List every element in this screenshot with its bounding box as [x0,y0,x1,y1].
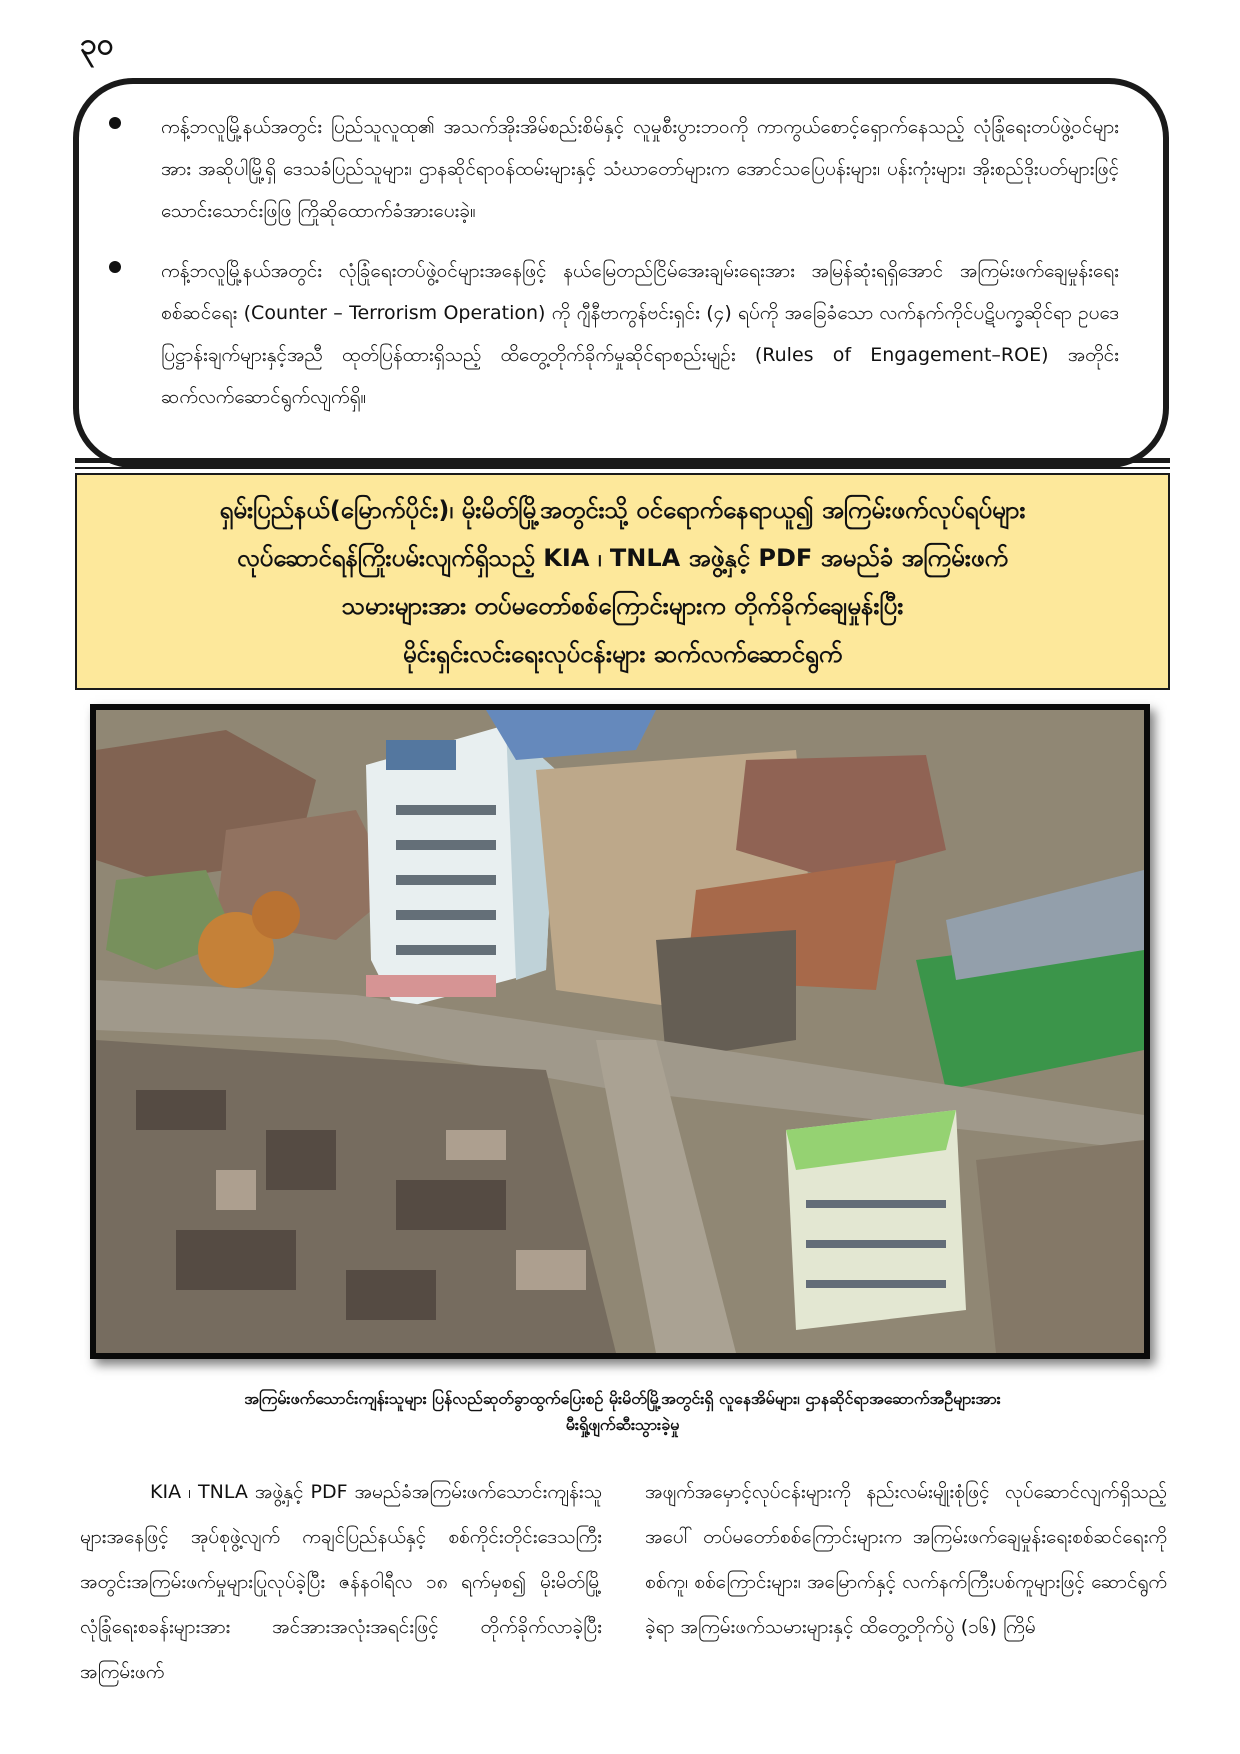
photo-caption-line: အကြမ်းဖက်သောင်းကျန်းသူများ ပြန်လည်ဆုတ်ခွာထွက်ပြေးစဉ် မိုးမိတ်မြို့အတွင်းရှိ လူနေအိမ်များ၊ ဌာနဆိုင်ရာအဆောက်အဦများအား [244,1389,1001,1408]
bullet-dot-icon [109,261,121,273]
headline-line: ရှမ်းပြည်နယ်(မြောက်ပိုင်း)၊ မိုးမိတ်မြို့အတွင်းသို့ ဝင်ရောက်နေရာယူ၍ အကြမ်းဖက်လုပ်ရပ်များ [219,495,1026,524]
bullet-item [109,250,1119,418]
body-column-right: အဖျက်အမှောင့်လုပ်ငန်းများကို နည်းလမ်းမျိုးစုံဖြင့် လုပ်ဆောင်လျက်ရှိသည့်အပေါ် တပ်မတော်စစ်ကြောင်းများက အကြမ်းဖက်ချေမှုန်းရေးစစ်ဆင်ရေးကို စစ်ကူ၊ စစ်ကြောင်းများ၊ အမြောက်နှင့် လက်နက်ကြီးပစ်ကူများဖြင့် ဆောင်ရွက်ခဲ့ရာ အကြမ်းဖက်သမားများနှင့် ထိတွေ့တိုက်ပွဲ (၁၆) ကြိမ် [645,1481,1167,1638]
headline-line: သမားများအား တပ်မတော်စစ်ကြောင်းများက တိုက်ခိုက်ချေမှုန်းပြီး [341,591,904,620]
summary-bullet-box [73,78,1169,468]
section-divider-thin [75,467,1170,469]
body-column-left: KIA ၊ TNLA အဖွဲ့နှင့် PDF အမည်ခံအကြမ်းဖက်သောင်းကျန်းသူများအနေဖြင့် အုပ်စုဖွဲ့လျက် ကချင်ပြည်နယ်နှင့် စစ်ကိုင်းတိုင်းဒေသကြီးအတွင်းအကြမ်းဖက်မှုများပြုလုပ်ခဲ့ပြီး ဇန်နဝါရီလ ၁၈ ရက်မှစ၍ မိုးမိတ်မြို့ လုံခြုံရေးစခန်းများအား အင်အားအလုံးအရင်းဖြင့် တိုက်ခိုက်လာခဲ့ပြီး အကြမ်းဖက် [80,1481,602,1683]
page-number: ၃၀ [80,27,114,62]
headline-box [75,473,1170,690]
section-divider [75,458,1170,463]
bullet-item [109,106,1119,232]
aerial-photo-illustration [96,710,1144,1353]
photo-caption-line: မီးရှို့ဖျက်ဆီးသွားခဲ့မှု [565,1415,680,1434]
headline-line: လုပ်ဆောင်ရန်ကြိုးပမ်းလျက်ရှိသည့် KIA ၊ TNLA အဖွဲ့နှင့် PDF အမည်ခံ အကြမ်းဖက် [237,543,1008,572]
bullet-dot-icon [109,117,121,129]
bullet-text: ကန့်ဘလူမြို့နယ်အတွင်း ပြည်သူလူထု၏ အသက်အိုးအိမ်စည်းစိမ်နှင့် လူမှုစီးပွားဘဝကို ကာကွယ်စောင့်ရှောက်နေသည့် လုံခြုံရေးတပ်ဖွဲ့ဝင်များအား အဆိုပါမြို့ရှိ ဒေသခံပြည်သူများ၊ ဌာနဆိုင်ရာဝန်ထမ်းများနှင့် သံဃာတော်များက အောင်သပြေပန်းများ၊ ပန်းကုံးများ၊ အိုးစည်ဒိုးပတ်များဖြင့် သောင်းသောင်းဖြဖြ ကြိုဆိုထောက်ခံအားပေးခဲ့။ [161,116,1119,222]
summary-bullet-list [109,106,1119,418]
headline-line: မိုင်းရှင်းလင်းရေးလုပ်ငန်းများ ဆက်လက်ဆောင်ရွက် [402,639,843,668]
aerial-photo [90,704,1150,1359]
bullet-text: ကန့်ဘလူမြို့နယ်အတွင်း လုံခြုံရေးတပ်ဖွဲ့ဝင်များအနေဖြင့် နယ်မြေတည်ငြိမ်အေးချမ်းရေးအား အမြန်ဆုံးရရှိအောင် အကြမ်းဖက်ချေမှုန်းရေးစစ်ဆင်ရေး (Counter – Terrorism Operation) ကို ဂျီနီဗာကွန်ဗင်းရှင်း (၄) ရပ်ကို အခြေခံသော လက်နက်ကိုင်ပဋိပက္ခဆိုင်ရာ ဥပဒေပြဋ္ဌာန်းချက်များနှင့်အညီ ထုတ်ပြန်ထားရှိသည့် ထိတွေ့တိုက်ခိုက်မှုဆိုင်ရာစည်းမျဉ်း (Rules of Engagement–ROE) အတိုင်း ဆက်လက်ဆောင်ရွက်လျက်ရှိ။ [161,260,1119,408]
photo-caption [80,1386,1165,1438]
